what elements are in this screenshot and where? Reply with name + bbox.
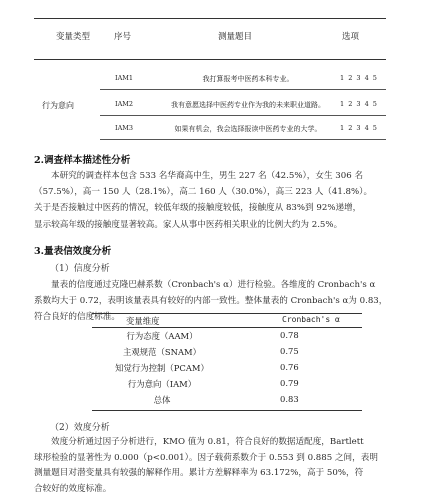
item-question: 如果有机会，我会选择报读中医药专业的大学。 — [174, 125, 322, 133]
item-question: 我打算报考中医药本科专业。 — [202, 75, 294, 83]
header-dimension: 变量维度 — [126, 316, 160, 326]
subsection-heading: （1）信度分析 — [50, 264, 110, 274]
item-code: IAM3 — [115, 124, 134, 132]
header-question: 测量题目 — [218, 32, 253, 42]
header-number: 序号 — [114, 32, 132, 42]
dimension-name: 总体 — [153, 395, 171, 405]
table-row — [92, 330, 362, 344]
table-header-rule — [92, 327, 362, 328]
item-code: IAM2 — [115, 100, 134, 108]
item-options: 1 2 3 4 5 — [340, 74, 378, 82]
table-row — [92, 378, 362, 392]
paragraph-line: 本研究的调查样本包含 533 名华裔高中生，男生 227 名（42.5%），女生 306 名 — [51, 171, 364, 181]
row-group-label: 行为意向 — [42, 101, 74, 110]
paragraph-line: 关于是否接触过中医药的情况，较低年级的接触度较低，接触度从 83%到 92%递增， — [34, 203, 362, 214]
alpha-value: 0.76 — [280, 362, 299, 372]
header-variable-type: 变量类型 — [56, 32, 91, 42]
paragraph-line: 球形检验的显著性为 0.000（p<0.001）。因子载荷系数介于 0.553 到 0.885 之间，表明 — [34, 452, 378, 463]
section-heading: 3.量表信效度分析 — [34, 246, 112, 257]
paragraph-line: 显示较高年级的接触度显著较高。家人从事中医药相关职业的比例大约为 2.5%。 — [34, 219, 343, 230]
alpha-value: 0.79 — [280, 378, 299, 388]
alpha-value: 0.83 — [280, 394, 299, 404]
table-top-rule — [92, 313, 362, 314]
alpha-value: 0.75 — [280, 346, 299, 356]
table-row — [92, 394, 362, 408]
table-row — [92, 362, 362, 376]
row-separator — [100, 89, 386, 90]
paragraph-line: （57.5%），高一 150 人（28.1%），高二 160 人（30.0%），高三 223 人（41.8%）。 — [34, 187, 373, 198]
paragraph — [34, 277, 408, 326]
item-code: IAM1 — [115, 74, 134, 82]
header-cronbach: Cronbach's α — [282, 315, 340, 324]
paragraph-line: 合较好的效度标准。 — [34, 483, 112, 494]
paragraph — [34, 168, 408, 233]
table-header-rule — [34, 59, 386, 60]
header-options: 选项 — [342, 32, 360, 42]
item-question: 我有意愿选择中医药专业作为我的未来职业道路。 — [171, 101, 325, 109]
section-heading: 2.调查样本描述性分析 — [34, 155, 131, 166]
row-separator — [100, 139, 386, 140]
paragraph-line: 符合良好的信度标准。 — [34, 312, 120, 323]
paragraph-line: 测量题目对潜变量具有较强的解释作用。累计方差解释率为 63.172%，高于 50%，符 — [34, 468, 364, 479]
item-options: 1 2 3 4 5 — [340, 100, 378, 108]
paragraph-line: 系数均大于 0.72，表明该量表具有较好的内部一致性。整体量表的 Cronbach's α为 0.83， — [34, 296, 388, 307]
row-separator — [100, 115, 386, 116]
paragraph-line: 效度分析通过因子分析进行，KMO 值为 0.81，符合良好的数据适配度，Bartlett — [51, 437, 364, 447]
table-row — [92, 346, 362, 360]
dimension-name: 知觉行为控制（PCAM） — [115, 363, 209, 373]
alpha-value: 0.78 — [280, 330, 299, 340]
item-options: 1 2 3 4 5 — [340, 124, 378, 132]
table-top-rule — [34, 18, 386, 19]
dimension-name: 行为态度（AAM） — [126, 331, 198, 341]
subsection-heading: （2）效度分析 — [50, 423, 110, 433]
dimension-name: 主观规范（SNAM） — [123, 347, 201, 357]
paragraph — [34, 435, 408, 497]
dimension-name: 行为意向（IAM） — [127, 379, 197, 389]
paragraph-line: 量表的信度通过克隆巴赫系数（Cronbach's α）进行检验。各维度的 Cronbach's α — [51, 280, 376, 290]
table-bottom-rule — [92, 410, 362, 411]
